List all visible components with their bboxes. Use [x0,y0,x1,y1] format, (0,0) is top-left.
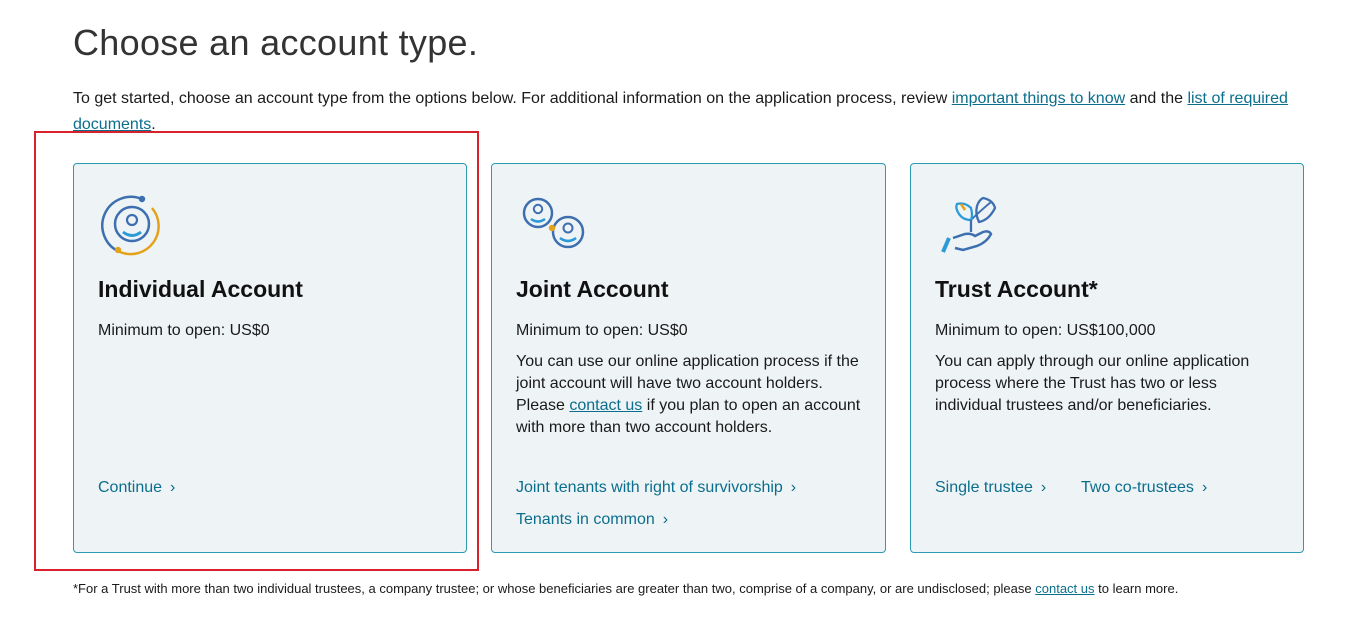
single-trustee-label: Single trustee [935,479,1033,496]
continue-label: Continue [98,479,163,496]
joint-tenants-survivorship-link[interactable] [516,479,796,497]
chevron-right-icon: › [662,511,669,528]
important-things-link[interactable]: important things to know [951,90,1126,107]
individual-continue-link[interactable] [98,479,175,497]
joint-description [516,351,866,439]
two-co-trustees-link[interactable] [1081,479,1207,497]
joint-contact-us-link[interactable]: contact us [569,397,643,414]
intro-text-end: . [151,116,156,133]
chevron-right-icon: › [170,479,176,496]
footnote-text: *For a Trust with more than two individual trustees, a company trustee; or whose beneficiaries are greater than two, comprise of a company, or are undisclosed; please [73,581,1036,596]
page-title: Choose an account type. [73,22,479,63]
chevron-right-icon: › [790,479,797,496]
trust-minimum-text: Minimum to open: US$100,000 [935,322,1156,339]
trust-description: You can apply through our online application process where the Trust has two or less individual trustees and/or beneficiaries. [935,353,1250,414]
trust-footnote [73,581,1178,596]
single-trustee-link[interactable] [935,479,1046,497]
individual-minimum-text: Minimum to open: US$0 [98,322,270,339]
two-persons-icon [516,192,586,262]
individual-account-card [73,163,467,553]
intro-text-mid: and the [1125,90,1188,107]
chevron-right-icon: › [1201,479,1208,496]
joint-minimum-text: Minimum to open: US$0 [516,322,688,339]
co-trustees-label: Two co-trustees [1081,479,1194,496]
footnote-text-end: to learn more. [1094,581,1179,596]
intro-text-part: To get started, choose an account type from the options below. For additional information on the application process, review [73,90,952,107]
required-documents-link[interactable]: list of required documents [73,90,1288,133]
tenants-common-label: Tenants in common [516,511,655,528]
chevron-right-icon: › [1040,479,1047,496]
footnote-contact-us-link[interactable]: contact us [1035,581,1095,596]
joint-account-card [491,163,886,553]
person-orbit-icon [98,192,168,262]
hand-leaf-icon [935,192,1005,262]
joint-desc-end: if you plan to open an account with more than two account holders. [516,397,861,436]
tenants-in-common-link[interactable] [516,511,668,529]
trust-account-card [910,163,1304,553]
joint-account-title: Joint Account [516,276,669,302]
survivorship-label: Joint tenants with right of survivorship [516,479,783,496]
individual-account-title: Individual Account [98,276,303,302]
trust-account-title: Trust Account* [935,276,1098,302]
intro-text [73,86,1298,138]
joint-desc-part: You can use our online application process if the joint account will have two account holders. Please [516,353,859,414]
